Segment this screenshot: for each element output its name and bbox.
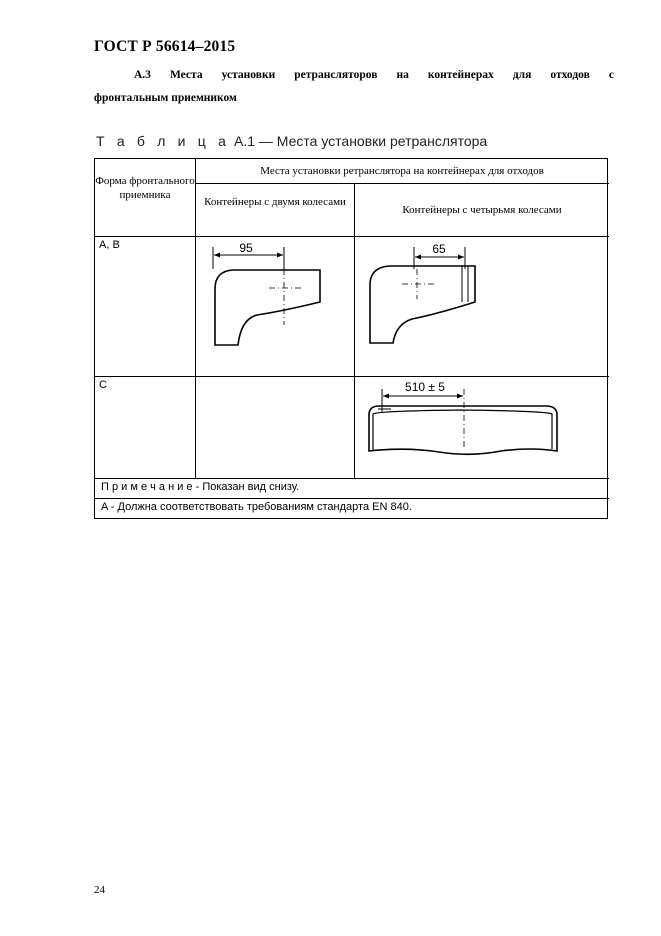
dimension-label: 65	[432, 242, 446, 256]
section-heading-line1: А.3 Места установки ретрансляторов на контейнерах для отходов с	[134, 69, 614, 81]
table-note: П р и м е ч а н и е - Показан вид снизу.	[101, 481, 300, 493]
diagram-ab-two-wheels	[203, 239, 323, 349]
header-two-wheels: Контейнеры с двумя колесами	[204, 196, 346, 208]
table-divider	[195, 159, 196, 478]
row-form-c: C	[99, 379, 107, 391]
placement-table	[94, 158, 608, 519]
table-divider	[195, 183, 609, 184]
header-group: Места установки ретранслятора на контейнерах для отходов	[260, 165, 544, 177]
table-divider	[354, 183, 355, 478]
section-heading-line2: фронтальным приемником	[94, 92, 237, 104]
header-form: Форма фронтального приемника	[95, 175, 195, 201]
section-heading	[94, 64, 614, 110]
table-divider	[95, 478, 609, 479]
diagram-c-four-wheels	[361, 379, 566, 469]
table-divider	[95, 376, 609, 377]
table-divider	[95, 498, 609, 499]
dimension-label: 510 ± 5	[405, 380, 445, 394]
table-caption: Т а б л и ц а А.1 — Места установки ретранслятора	[96, 133, 488, 149]
standard-designation: ГОСТ Р 56614–2015	[94, 38, 236, 55]
row-form-ab: A, B	[99, 239, 120, 251]
diagram-ab-four-wheels	[362, 239, 482, 349]
page-number: 24	[94, 884, 105, 896]
table-footnote: A - Должна соответствовать требованиям стандарта EN 840.	[101, 501, 412, 513]
table-divider	[95, 236, 609, 237]
dimension-label: 95	[239, 241, 253, 255]
header-four-wheels: Контейнеры с четырьмя колесами	[402, 204, 562, 216]
